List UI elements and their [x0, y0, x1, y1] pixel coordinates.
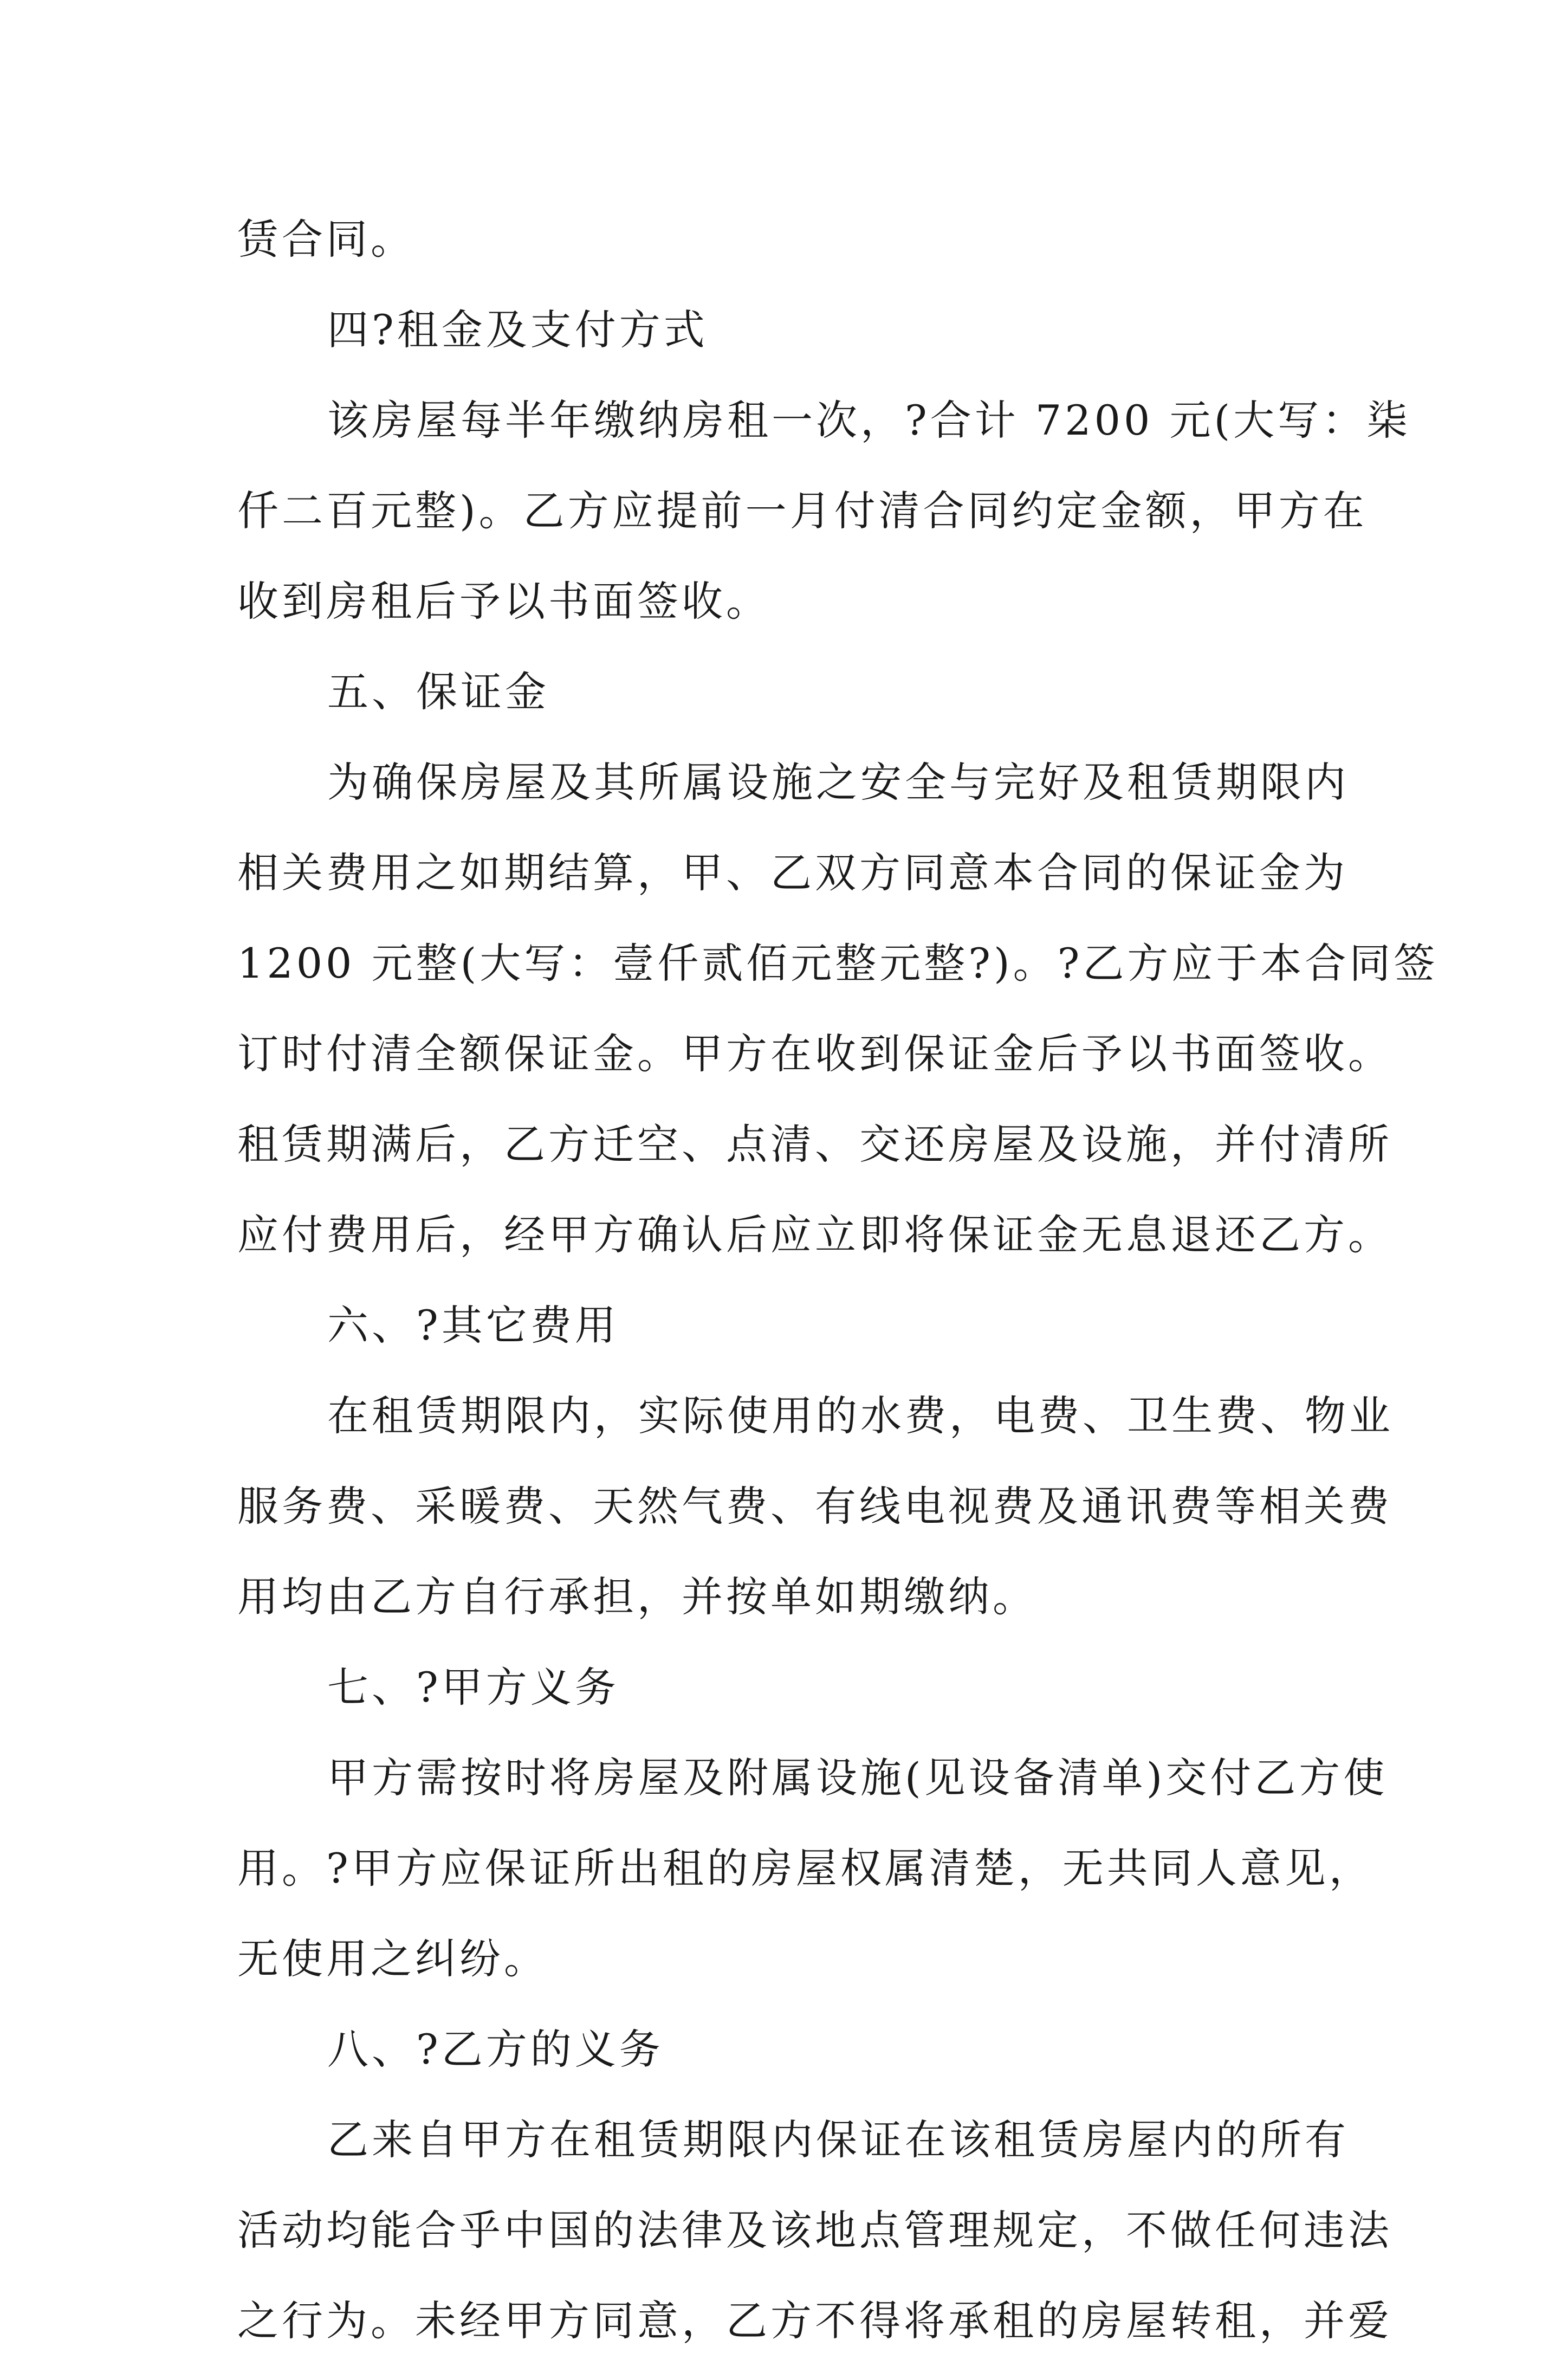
text-line: 活动均能合乎中国的法律及该地点管理规定，不做任何违法: [237, 2206, 1392, 2254]
text-line: 甲方需按时将房屋及附属设施(见设备清单)交付乙方使: [327, 1754, 1388, 1802]
text-line: 用。?甲方应保证所出租的房屋权属清楚，无共同人意见，: [237, 1844, 1373, 1892]
text-line: 服务费、采暖费、天然气费、有线电视费及通讯费等相关费: [237, 1482, 1392, 1530]
text-line: 收到房租后予以书面签收。: [237, 577, 770, 625]
text-line: 七、?甲方义务: [327, 1663, 619, 1711]
text-line: 相关费用之如期结算，甲、乙双方同意本合同的保证金为: [237, 849, 1348, 897]
text-line: 在租赁期限内，实际使用的水费，电费、卫生费、物业: [327, 1392, 1394, 1440]
text-line: 六、?其它费用: [327, 1301, 619, 1349]
text-line: 五、保证金: [327, 668, 549, 716]
text-line: 八、?乙方的义务: [327, 2025, 664, 2073]
text-line: 赁合同。: [237, 215, 415, 263]
text-line: 1200 元整(大写：壹仟贰佰元整元整?)。?乙方应于本合同签: [237, 939, 1439, 987]
text-line: 租赁期满后，乙方迁空、点清、交还房屋及设施，并付清所: [237, 1120, 1392, 1168]
document-body: [237, 194, 1439, 2366]
text-line: 之行为。未经甲方同意，乙方不得将承租的房屋转租，并爱: [237, 2297, 1392, 2345]
text-line: 仟二百元整)。乙方应提前一月付清合同约定金额，甲方在: [237, 487, 1368, 535]
text-line: 用均由乙方自行承担，并按单如期缴纳。: [237, 1573, 1037, 1621]
text-line: 无使用之纠纷。: [237, 1935, 548, 1983]
text-line: 订时付清全额保证金。甲方在收到保证金后予以书面签收。: [237, 1030, 1392, 1078]
text-line: 为确保房屋及其所属设施之安全与完好及租赁期限内: [327, 758, 1349, 806]
text-line: 应付费用后，经甲方确认后应立即将保证金无息退还乙方。: [237, 1211, 1392, 1259]
text-line: 四?租金及支付方式: [327, 306, 708, 354]
text-line: 乙来自甲方在租赁期限内保证在该租赁房屋内的所有: [327, 2116, 1349, 2164]
text-line: 该房屋每半年缴纳房租一次，?合计 7200 元(大写：柒: [327, 396, 1411, 444]
